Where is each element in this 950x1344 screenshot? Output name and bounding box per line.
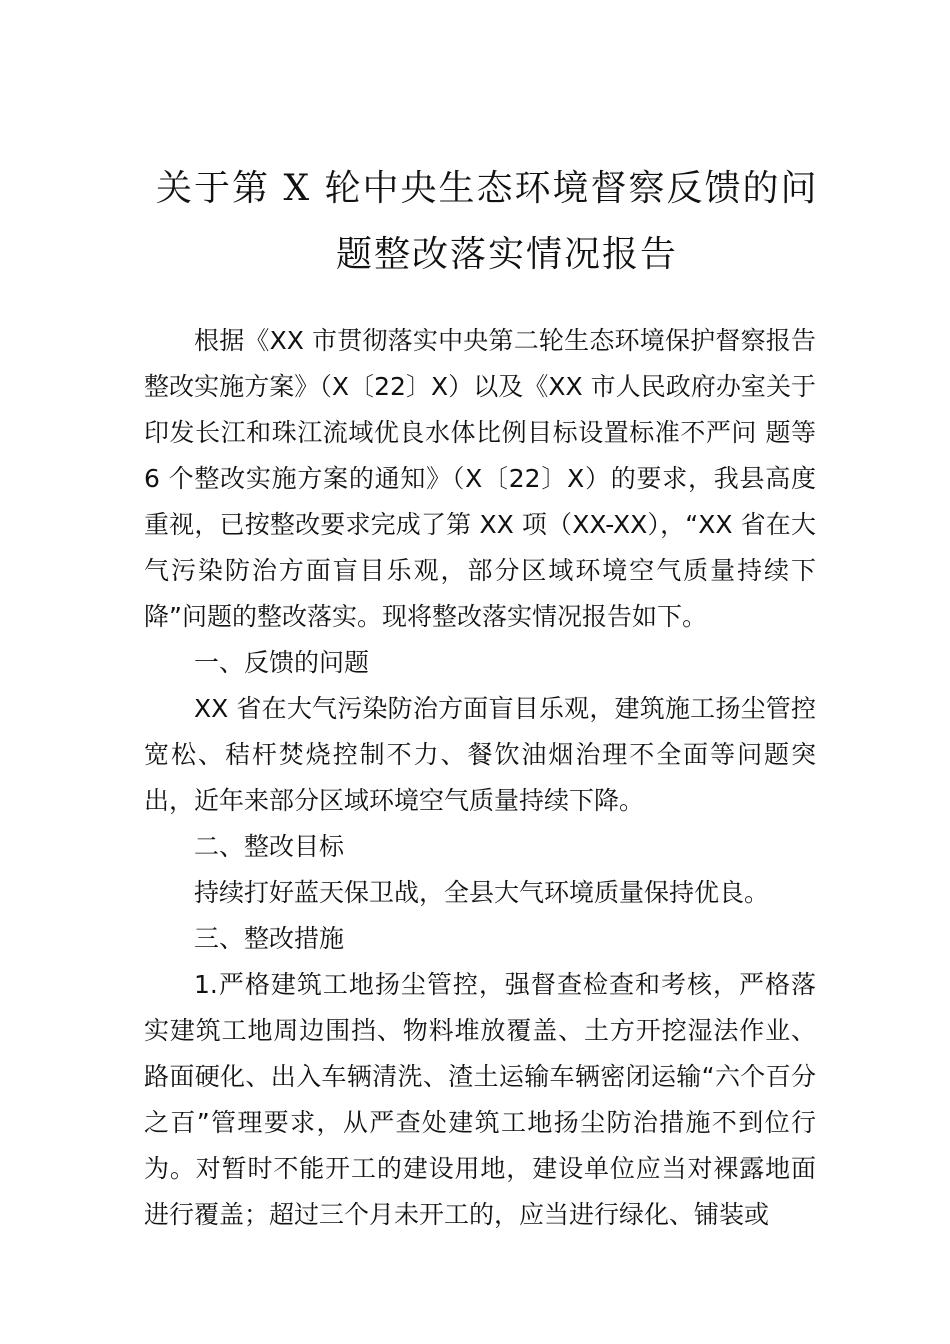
goal-paragraph: 持续打好蓝天保卫战，全县大气环境质量保持优良。 — [194, 878, 770, 907]
section-heading-measures: 三、整改措施 — [194, 924, 345, 953]
document-title-line-2: 题整改落实情况报告 — [336, 234, 679, 275]
feedback-paragraph: XX 省在大气污染防治方面盲目乐观，建筑施工扬尘管控宽松、秸杆焚烧控制不力、餐饮油烟治理不全面等问题突出，近年来部分区域环境空气质量持续下降。 — [144, 694, 816, 815]
section-heading-goal: 二、整改目标 — [194, 832, 345, 861]
document-title-line-1: 关于第 X 轮中央生态环境督察反馈的问 — [156, 168, 819, 209]
section-heading-feedback: 一、反馈的问题 — [194, 648, 370, 677]
intro-paragraph: 根据《XX 市贯彻落实中央第二轮生态环境保护督察报告整改实施方案》（X〔22〕X）以及《XX 市人民政府办室关于印发长江和珠江流域优良水体比例目标设置标准不严问 题等 6 个整改实施方案的通知》（X〔22〕X）的要求，我县高度重视，已按整改要求完成了第 XX 项（XX-XX），“XX 省在大气污染防治方面盲目乐观，部分区域环境空气质量持续下降”问题的整改落实。现将整改落实情况报告如下。 — [144, 326, 816, 631]
document-body — [144, 318, 816, 1238]
measure-paragraph-1: 1.严格建筑工地扬尘管控，强督查检查和考核，严格落实建筑工地周边围挡、物料堆放覆盖、土方开挖湿法作业、 路面硬化、出入车辆清洗、渣土运输车辆密闭运输“六个百分之百”管理要求，从严查处建筑工地扬尘防治措施不到位行为。对暂时不能开工的建设用地，建设单位应当对裸露地面进行覆盖；超过三个月未开工的，应当进行绿化、铺装或 — [144, 970, 816, 1229]
